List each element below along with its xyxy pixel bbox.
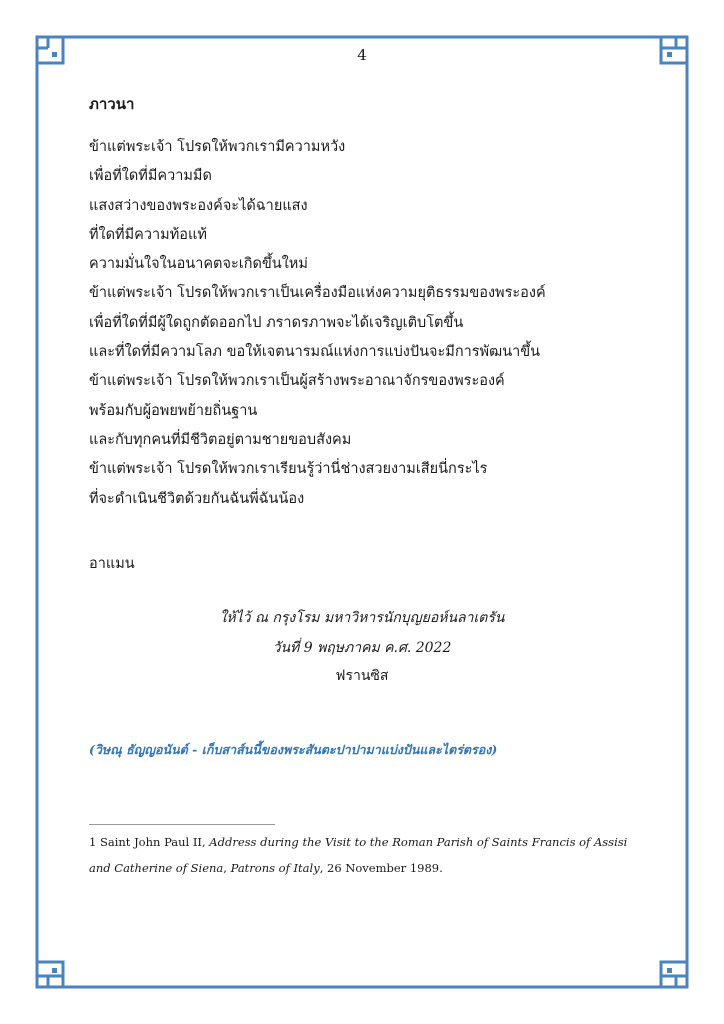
prayer-line: ที่ใดที่มีความท้อแท้ (89, 226, 207, 243)
given-place: ให้ไว้ ณ กรุงโรม มหาวิหารนักบุญยอห์นลาเตรัน (219, 610, 505, 626)
prayer-line: พร้อมกับผู้อพยพย้ายถิ่นฐาน (89, 402, 258, 419)
footnote-title: Address during the Visit to the Roman Parish of Saints Francis of Assisi and Catherine of Siena (89, 835, 628, 875)
corner-dot-bottom-right (667, 968, 672, 973)
prayer-text (89, 133, 649, 514)
footnote-prefix: 1 Saint John Paul II, (89, 835, 210, 849)
footnote-separator-text: , (223, 861, 231, 875)
prayer-line: ข้าแต่พระเจ้า โปรดให้พวกเราเป็นเครื่องมือแห่งความยุติธรรมของพระองค์ (89, 285, 546, 302)
prayer-line: เพื่อที่ใดที่มีความมืด (89, 168, 212, 185)
amen-text: อาแมน (89, 556, 135, 572)
prayer-line: ที่จะดำเนินชีวิตด้วยกันฉันพี่ฉันน้อง (89, 490, 305, 507)
footnote-separator (89, 824, 275, 825)
prayer-line: ข้าแต่พระเจ้า โปรดให้พวกเรามีความหวัง (89, 139, 346, 155)
prayer-line: และที่ใดที่มีความโลภ ขอให้เจตนารมณ์แห่งการแบ่งปันจะมีการพัฒนาขึ้น (89, 344, 541, 361)
corner-dot-bottom-left (52, 968, 57, 973)
prayer-line: ข้าแต่พระเจ้า โปรดให้พวกเราเป็นผู้สร้างพระอาณาจักรของพระองค์ (89, 373, 505, 390)
given-date: วันที่ 9 พฤษภาคม ค.ศ. 2022 (272, 640, 452, 656)
page-number: 4 (357, 46, 367, 64)
footnote-suffix: , 26 November 1989. (319, 861, 443, 875)
section-heading: ภาวนา (89, 95, 135, 113)
signature: ฟรานซิส (335, 668, 389, 684)
footnote-subtitle: Patrons of Italy (230, 861, 320, 875)
prayer-line: เพื่อที่ใดที่มีผู้ใดถูกตัดออกไป ภราดรภาพจะได้เจริญเติบโตขึ้น (89, 314, 464, 331)
prayer-line: ข้าแต่พระเจ้า โปรดให้พวกเราเรียนรู้ว่านี่ช่างสวยงามเสียนี่กระไร (89, 461, 488, 478)
translator-credit: (วิษณุ ธัญญอนันต์ - เก็บสาส์นนี้ของพระสันตะปาปามาแบ่งปันและไตร่ตรอง) (89, 742, 498, 757)
prayer-line: ความมั่นใจในอนาคตจะเกิดขึ้นใหม่ (89, 256, 308, 273)
footnote (89, 829, 639, 881)
prayer-line: และกับทุกคนที่มีชีวิตอยู่ตามชายขอบสังคม (89, 431, 352, 448)
prayer-line: แสงสว่างของพระองค์จะได้ฉายแสง (89, 197, 308, 214)
